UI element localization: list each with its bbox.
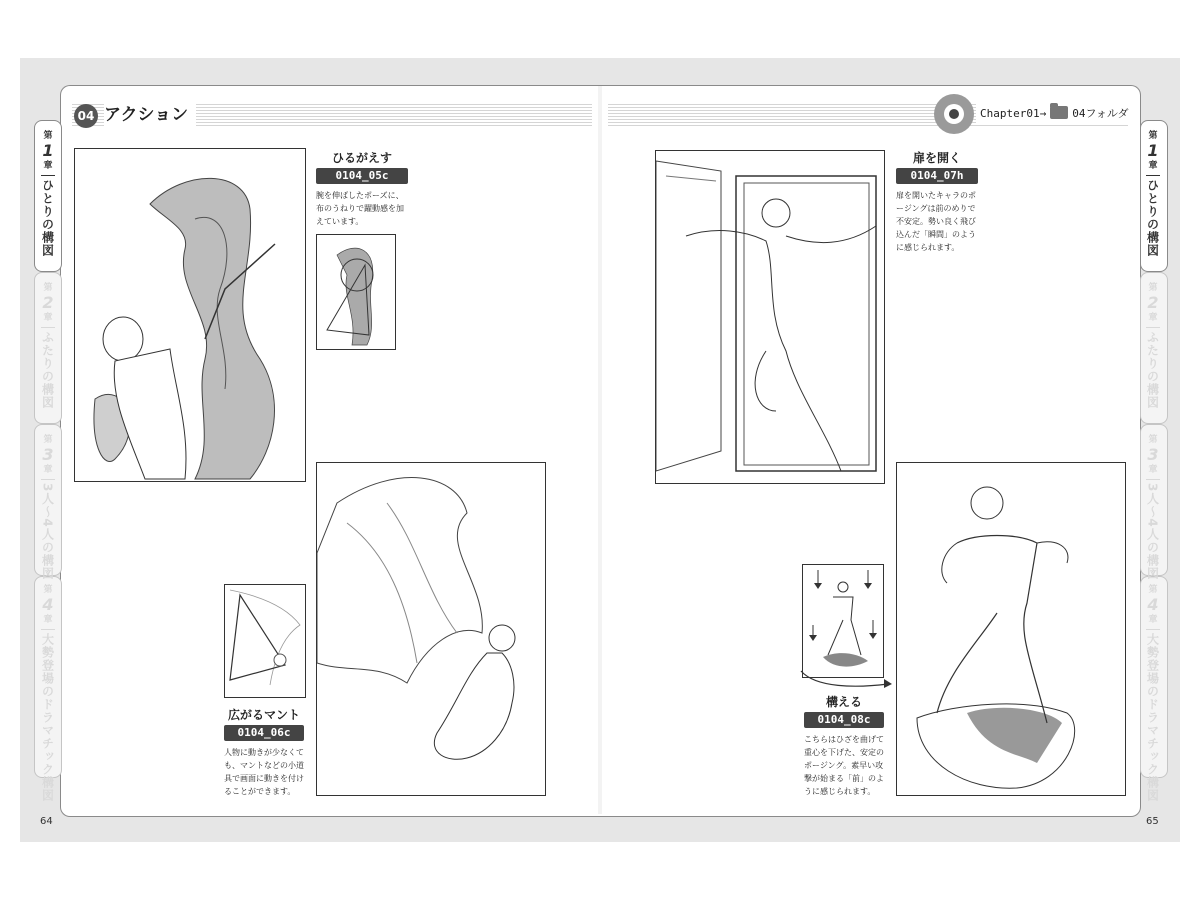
- path-folder: 04フォルダ: [1072, 107, 1129, 120]
- tab-title: 3人〜4人の構図: [1145, 483, 1160, 580]
- chapter-tab-left-4[interactable]: [36, 584, 60, 802]
- section-title: アクション: [104, 103, 196, 127]
- tab-suffix: 章: [1148, 161, 1158, 171]
- path-chapter: Chapter01→: [980, 107, 1047, 120]
- tab-suffix: 章: [1148, 465, 1158, 475]
- illustration-flowing-cloth: [74, 148, 306, 482]
- item-title: 扉を開く: [912, 151, 961, 165]
- tab-suffix: 章: [43, 615, 53, 625]
- chapter-tab-left-1[interactable]: [36, 130, 60, 257]
- tab-suffix: 章: [1148, 615, 1158, 625]
- tab-title: ふたりの構図: [40, 331, 55, 409]
- tab-prefix: 第: [43, 283, 53, 293]
- tab-prefix: 第: [43, 435, 53, 445]
- stance-drawing: [897, 463, 1125, 795]
- tab-suffix: 章: [1148, 313, 1158, 323]
- tab-rule: [41, 175, 55, 176]
- tab-number: 4: [42, 595, 54, 614]
- item-title: 構える: [825, 695, 862, 709]
- tab-title: ひとりの構図: [40, 179, 55, 257]
- item-description: 腕を伸ばしたポーズに、布のうねりで躍動感を加えています。: [316, 191, 404, 226]
- disc-icon: [934, 94, 974, 134]
- tab-title: 大勢登場のドラマチック構図: [40, 633, 55, 802]
- door-drawing: [656, 151, 884, 483]
- tab-rule: [1146, 479, 1160, 480]
- curved-arrow-icon: [796, 666, 896, 692]
- cape-drawing: [317, 463, 545, 795]
- composition-thumbnail-4: [802, 564, 884, 678]
- page-gutter: [598, 86, 602, 814]
- tab-rule: [1146, 629, 1160, 630]
- composition-thumbnail-1: [316, 234, 396, 350]
- tab-number: 1: [1147, 141, 1159, 160]
- illustration-guard-stance: [896, 462, 1126, 796]
- tab-number: 1: [42, 141, 54, 160]
- tab-title: ひとりの構図: [1145, 179, 1160, 257]
- tab-prefix: 第: [1148, 283, 1158, 293]
- chapter-tab-right-4[interactable]: [1141, 584, 1165, 802]
- item-title: ひるがえす: [331, 151, 392, 165]
- chapter-tab-right-1[interactable]: [1141, 130, 1165, 257]
- item-code: 0104_07h: [896, 168, 978, 184]
- page-number-right: 65: [1146, 816, 1159, 827]
- item-description: 人物に動きが少なくても、マントなどの小道具で画面に動きを付けることができます。: [224, 748, 304, 796]
- tab-rule: [41, 629, 55, 630]
- chapter-tab-right-3[interactable]: [1141, 434, 1165, 580]
- tab-suffix: 章: [43, 465, 53, 475]
- item-description: 扉を開いたキャラのポージングは前のめりで不安定。勢い良く飛び込んだ「瞬間」のように感じられます。: [896, 191, 976, 252]
- tab-rule: [1146, 327, 1160, 328]
- thumbnail-drawing: [317, 235, 395, 349]
- tab-number: 2: [42, 293, 54, 312]
- tab-prefix: 第: [1148, 131, 1158, 141]
- tab-suffix: 章: [43, 161, 53, 171]
- tab-number: 4: [1147, 595, 1159, 614]
- tab-rule: [41, 327, 55, 328]
- section-number-badge: 04: [74, 104, 98, 128]
- illustration-opening-door: [655, 150, 885, 484]
- tab-title: 3人〜4人の構図: [40, 483, 55, 580]
- chapter-tab-left-2[interactable]: [36, 282, 60, 409]
- tab-rule: [41, 479, 55, 480]
- tab-rule: [1146, 175, 1160, 176]
- tab-prefix: 第: [43, 131, 53, 141]
- item-description: こちらはひざを曲げて重心を下げた、安定のポージング。素早い攻撃が始まる「前」のように感じられます。: [804, 735, 884, 796]
- tab-prefix: 第: [1148, 585, 1158, 595]
- composition-thumbnail-2: [224, 584, 306, 698]
- thumbnail-drawing: [803, 565, 883, 677]
- folder-icon: [1050, 106, 1068, 119]
- tab-number: 3: [1147, 445, 1159, 464]
- tab-suffix: 章: [43, 313, 53, 323]
- page-number-left: 64: [40, 816, 53, 827]
- item-code: 0104_06c: [224, 725, 304, 741]
- tab-title: ふたりの構図: [1145, 331, 1160, 409]
- tab-prefix: 第: [1148, 435, 1158, 445]
- chapter-tab-right-2[interactable]: [1141, 282, 1165, 409]
- flowing-cloth-drawing: [75, 149, 305, 481]
- tab-number: 2: [1147, 293, 1159, 312]
- thumbnail-drawing: [225, 585, 305, 697]
- chapter-tab-left-3[interactable]: [36, 434, 60, 580]
- folder-path: [976, 104, 1133, 124]
- item-title: 広がるマント: [227, 708, 300, 722]
- tab-number: 3: [42, 445, 54, 464]
- tab-prefix: 第: [43, 585, 53, 595]
- illustration-spreading-cape: [316, 462, 546, 796]
- tab-title: 大勢登場のドラマチック構図: [1145, 633, 1160, 802]
- item-code: 0104_05c: [316, 168, 408, 184]
- item-code: 0104_08c: [804, 712, 884, 728]
